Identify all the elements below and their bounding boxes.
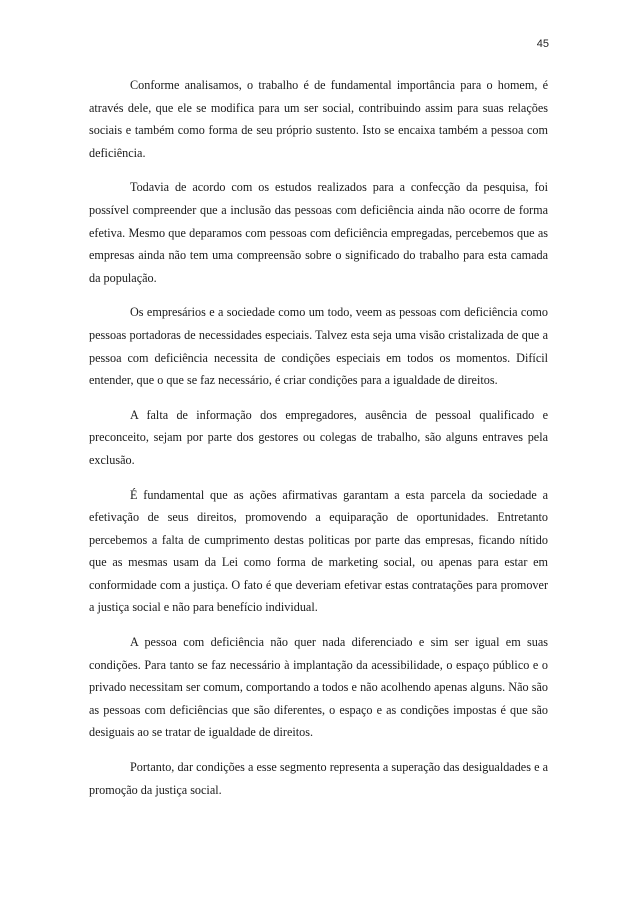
paragraph-1: Conforme analisamos, o trabalho é de fundamental importância para o homem, é através dele, que ele se modifica para um ser social, contribuindo assim para suas relações sociais e também como forma de seu próprio sustento. Isto se encaixa também a pessoa com deficiência.	[89, 78, 548, 160]
paragraph-7: Portanto, dar condições a esse segmento representa a superação das desigualdades e a promoção da justiça social.	[89, 760, 548, 797]
page-number: 45	[536, 38, 549, 50]
paragraph-2: Todavia de acordo com os estudos realizados para a confecção da pesquisa, foi possível compreender que a inclusão das pessoas com deficiência ainda não ocorre de forma efetiva. Mesmo que deparamos com pessoas com deficiência empregadas, percebemos que as empresas ainda não tem uma compreensão sobre o significado do trabalho para esta camada da população.	[89, 180, 548, 285]
paragraph-4: A falta de informação dos empregadores, ausência de pessoal qualificado e preconceito, sejam por parte dos gestores ou colegas de trabalho, são alguns entraves pela exclusão.	[89, 407, 548, 467]
paragraph-3: Os empresários e a sociedade como um todo, veem as pessoas com deficiência como pessoas portadoras de necessidades especiais. Talvez esta seja uma visão cristalizada de que a pessoa com deficiência necessita de condições especiais em todos os momentos. Difícil entender, que o que se faz necessário, é criar condições para a igualdade de direitos.	[89, 305, 548, 388]
body-text	[89, 74, 548, 813]
paragraph-6: A pessoa com deficiência não quer nada diferenciado e sim ser igual em suas condições. Para tanto se faz necessário à implantação da acessibilidade, o espaço público e o privado necessitam ser comum, comportando a todos e não acolhendo apenas alguns. Não são as pessoas com deficiências que são diferentes, o espaço e as condições impostas é que são desiguais ao se tratar de igualdade de direitos.	[89, 635, 548, 740]
paragraph-5: É fundamental que as ações afirmativas garantam a esta parcela da sociedade a efetivação de seus direitos, promovendo a equiparação de oportunidades. Entretanto percebemos a falta de cumprimento destas politicas por parte das empresas, ficando nítido que as mesmas usam da Lei como forma de marketing social, ou apenas para estar em conformidade com a justiça. O fato é que deveriam efetivar estas contratações para promover a justiça social e não para benefício individual.	[89, 487, 548, 615]
